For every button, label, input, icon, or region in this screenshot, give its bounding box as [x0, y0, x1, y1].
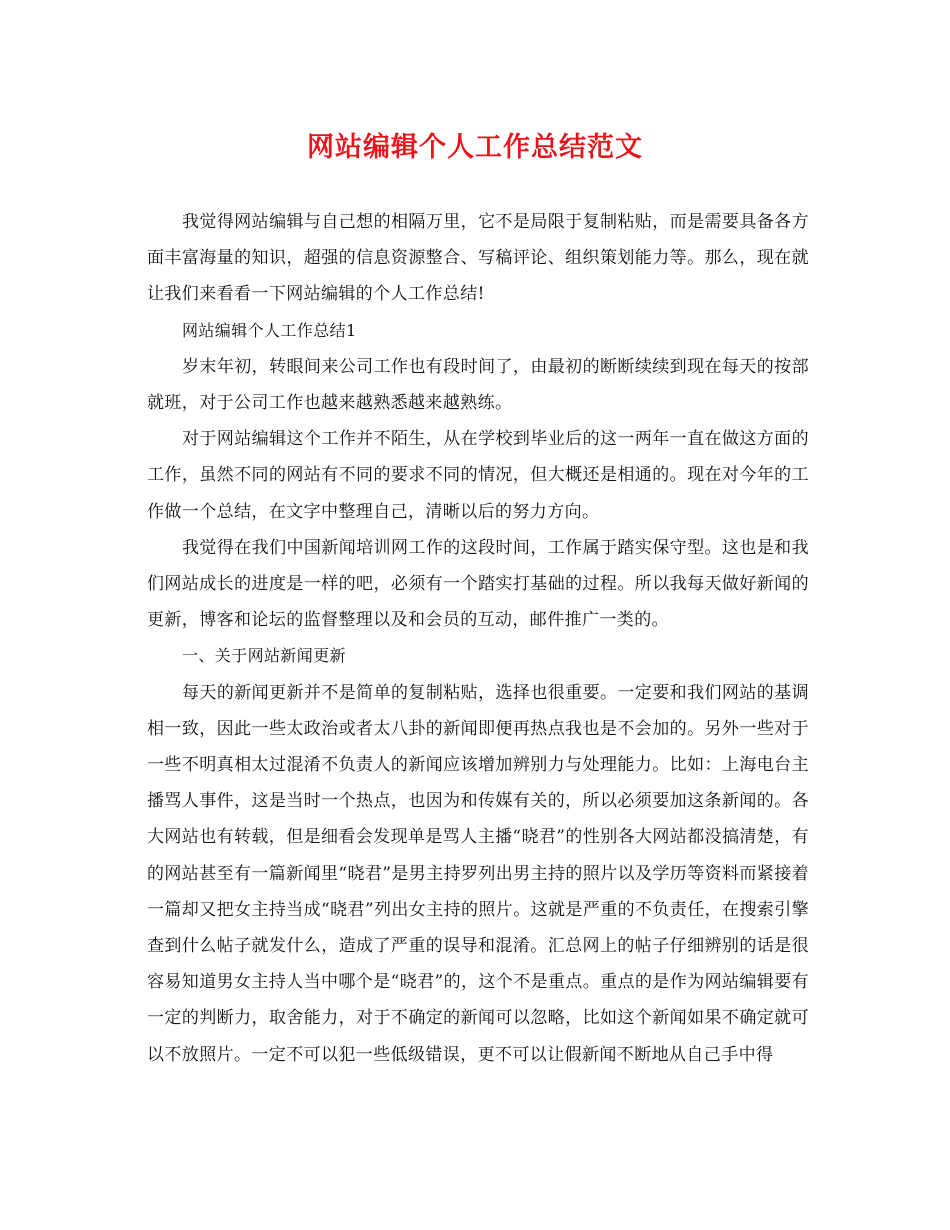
intro-paragraph: 我觉得网站编辑与自己想的相隔万里，它不是局限于复制粘贴，而是需要具备各方面丰富海量的知识，超强的信息资源整合、写稿评论、组织策划能力等。那么，现在就让我们来看看一下网站编辑的个人工作总结! — [147, 212, 809, 305]
paragraph-4: 每天的新闻更新并不是简单的复制粘贴，选择也很重要。一定要和我们网站的基调相一致，因此一些太政治或者太八卦的新闻即便再热点我也是不会加的。另外一些对于一些不明真相太过混淆不负责人的新闻应该增加辨别力与处理能力。比如：上海电台主播骂人事件，这是当时一个热点，也因为和传媒有关的，所以必须要加这条新闻的。各大网站也有转载，但是细看会发现单是骂人主播“晓君”的性别各大网站都没搞清楚，有的网站甚至有一篇新闻里“晓君”是男主持罗列出男主持的照片以及学历等资料而紧接着一篇却又把女主持当成“晓君”列出女主持的照片。这就是严重的不负责任，在搜索引擎查到什么帖子就发什么，造成了严重的误导和混淆。汇总网上的帖子仔细辨别的话是很容易知道男女主持人当中哪个是“晓君”的，这个不是重点。重点的是作为网站编辑要有一定的判断力，取舍能力，对于不确定的新闻可以忽略，比如这个新闻如果不确定就可以不放照片。一定不可以犯一些低级错误，更不可以让假新闻不断地从自己手中得 — [147, 682, 809, 1065]
subheading-news-update: 一、关于网站新闻更新 — [182, 646, 347, 666]
paragraph-3: 我觉得在我们中国新闻培训网工作的这段时间，工作属于踏实保守型。这也是和我们网站成长的进度是一样的吧，必须有一个踏实打基础的过程。所以我每天做好新闻的更新，博客和论坛的监督整理以及和会员的互动，邮件推广一类的。 — [147, 537, 809, 631]
paragraph-2: 对于网站编辑这个工作并不陌生，从在学校到毕业后的这一两年一直在做这方面的工作，虽然不同的网站有不同的要求不同的情况，但大概还是相通的。现在对今年的工作做一个总结，在文字中整理自己，清晰以后的努力方向。 — [147, 429, 809, 522]
paragraph-1: 岁末年初，转眼间来公司工作也有段时间了，由最初的断断续续到现在每天的按部就班，对于公司工作也越来越熟悉越来越熟练。 — [147, 356, 809, 414]
document-body — [147, 204, 809, 1073]
section-heading: 网站编辑个人工作总结1 — [182, 320, 357, 340]
document-title: 网站编辑个人工作总结范文 — [307, 132, 643, 163]
